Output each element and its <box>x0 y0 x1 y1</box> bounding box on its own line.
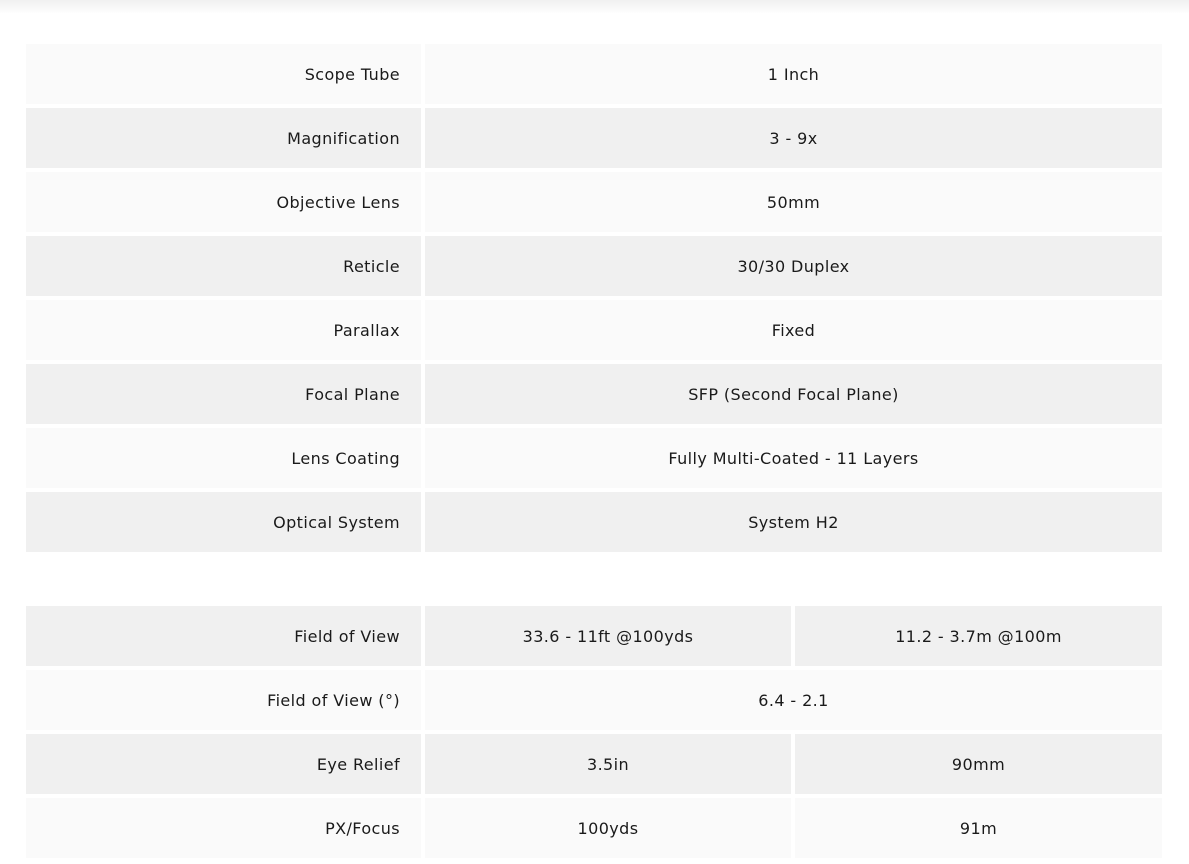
spec-label: PX/Focus <box>26 798 425 862</box>
spec-value: 50mm <box>425 172 1162 236</box>
spec-row-optical-system <box>26 492 1162 552</box>
spec-value-metric: 11.2 - 3.7m @100m <box>795 606 1162 670</box>
spec-row-px-focus <box>26 798 1162 862</box>
spec-value: 3 - 9x <box>425 108 1162 172</box>
spec-value-metric: 90mm <box>795 734 1162 798</box>
spec-row-objective-lens <box>26 172 1162 236</box>
spec-value: Fixed <box>425 300 1162 364</box>
top-shadow <box>0 0 1189 14</box>
spec-label: Lens Coating <box>26 428 425 492</box>
spec-value-imperial: 3.5in <box>425 734 795 798</box>
spec-value: 1 Inch <box>425 44 1162 108</box>
spec-value: Fully Multi-Coated - 11 Layers <box>425 428 1162 492</box>
view-spec-table <box>26 606 1162 862</box>
spec-value: System H2 <box>425 492 1162 552</box>
spec-label: Reticle <box>26 236 425 300</box>
spec-row-scope-tube <box>26 44 1162 108</box>
spec-label: Field of View (°) <box>26 670 425 734</box>
spec-row-parallax <box>26 300 1162 364</box>
spec-row-magnification <box>26 108 1162 172</box>
spec-label: Eye Relief <box>26 734 425 798</box>
spec-label: Field of View <box>26 606 425 670</box>
spec-label: Parallax <box>26 300 425 364</box>
spec-label: Magnification <box>26 108 425 172</box>
spec-label: Focal Plane <box>26 364 425 428</box>
spec-value-imperial: 100yds <box>425 798 795 862</box>
spec-label: Objective Lens <box>26 172 425 236</box>
spec-value: 6.4 - 2.1 <box>425 670 1162 734</box>
spec-row-eye-relief <box>26 734 1162 798</box>
spec-value-metric: 91m <box>795 798 1162 862</box>
spec-value-imperial: 33.6 - 11ft @100yds <box>425 606 795 670</box>
spec-row-field-of-view <box>26 606 1162 670</box>
spec-row-field-of-view-degrees <box>26 670 1162 734</box>
spec-label: Scope Tube <box>26 44 425 108</box>
spec-value: 30/30 Duplex <box>425 236 1162 300</box>
spec-row-lens-coating <box>26 428 1162 492</box>
spec-row-reticle <box>26 236 1162 300</box>
spec-row-focal-plane <box>26 364 1162 428</box>
spec-label: Optical System <box>26 492 425 552</box>
spec-value: SFP (Second Focal Plane) <box>425 364 1162 428</box>
optics-spec-table <box>26 44 1162 552</box>
